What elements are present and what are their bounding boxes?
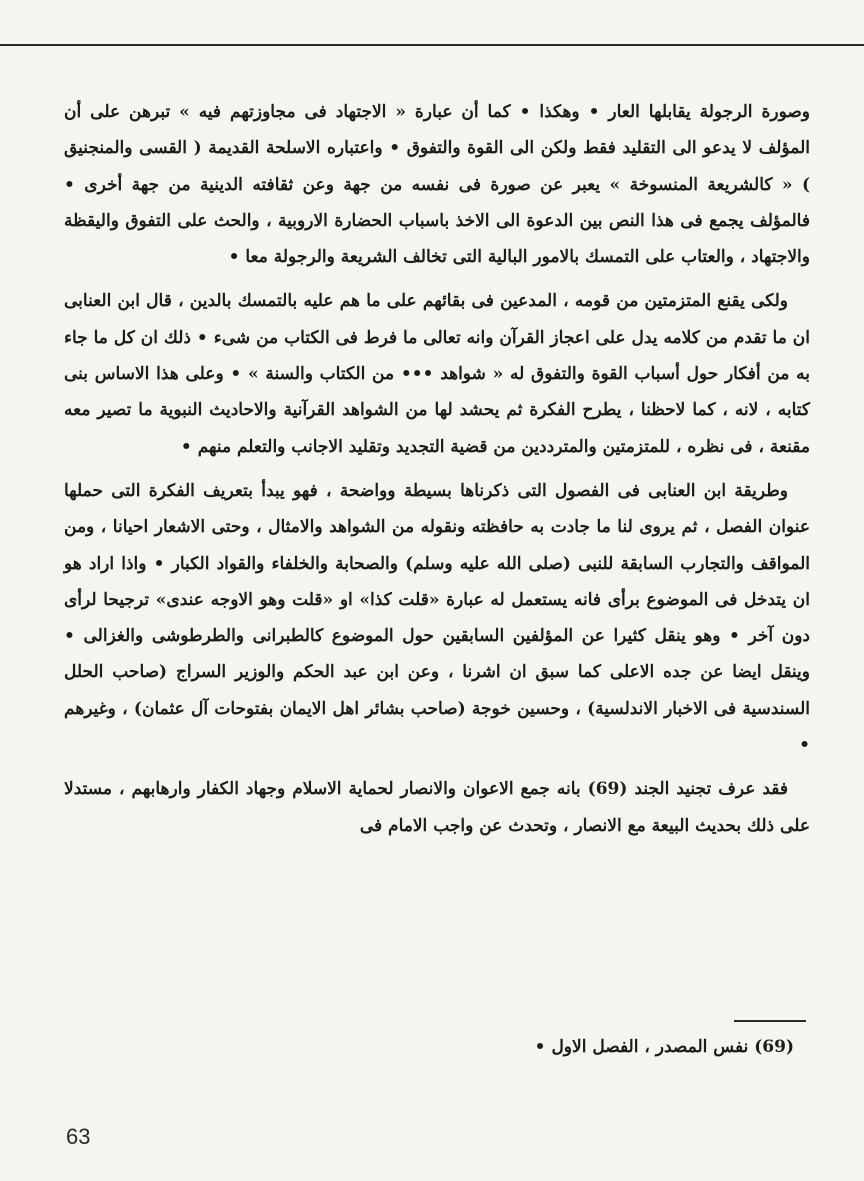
main-text (64, 94, 810, 852)
paragraph-3: وطريقة ابن العنابى فى الفصول التى ذكرناها بسيطة وواضحة ، فهو يبدأ بتعريف الفكرة التى حملها عنوان الفصل ، ثم يروى لنا ما جادت به حافظته ونقوله من الشواهد والامثال ، وحتى الاشعار احيانا ، ومن المواقف والتجارب السابقة للنبى (صلى الله عليه وسلم) والصحابة والخلفاء والقواد الكبار • واذا اراد هو ان يتدخل فى الموضوع برأى فانه يستعمل له عبارة «قلت كذا» او «قلت وهو الاوجه عندى» ترجيحا لرأى دون آخر • وهو ينقل كثيرا عن المؤلفين السابقين حول الموضوع كالطبرانى والطرطوشى والغزالى • وينقل ايضا عن جده الاعلى كما سبق ان اشرنا ، وعن ابن عبد الحكم والوزير السراج (صاحب الحلل السندسية فى الاخبار الاندلسية) ، وحسين خوجة (صاحب بشائر اهل الايمان بفتوحات آل عثمان) ، وغيرهم • (64, 480, 810, 756)
header-rule (0, 44, 864, 46)
footnote-rule (734, 1020, 806, 1022)
paragraph-2: ولكى يقنع المتزمتين من قومه ، المدعين فى بقائهم على ما هم عليه بالتمسك بالدين ، قال ابن العنابى ان ما تقدم من كلامه يدل على اعجاز القرآن وانه تعالى ما فرط فى الكتاب من شىء • ذلك ان كل ما جاء به من أفكار حول أسباب القوة والتفوق له « شواهد ••• من الكتاب والسنة » • وعلى هذا الاساس بنى كتابه ، لانه ، كما لاحظنا ، يطرح الفكرة ثم يحشد لها من الشواهد القرآنية والاحاديث النبوية ما تصير معه مقنعة ، فى نظره ، للمتزمتين والمترددين من قضية التجديد وتقليد الاجانب والتعلم منهم • (64, 291, 810, 457)
page-number: 63 (66, 1124, 91, 1149)
footnote: (69) نفس المصدر ، الفصل الاول • (534, 1037, 794, 1057)
paragraph-4: فقد عرف تجنيد الجند (69) بانه جمع الاعوان والانصار لحماية الاسلام وجهاد الكفار وارهابهم ، مستدلا على ذلك بحديث البيعة مع الانصار ، وتحدث عن واجب الامام فى (64, 779, 810, 836)
paragraph-1: وصورة الرجولة يقابلها العار • وهكذا • كما أن عبارة « الاجتهاد فى مجاوزتهم فيه » تبرهن على أن المؤلف لا يدعو الى التقليد فقط ولكن الى القوة والتفوق • واعتباره الاسلحة القديمة ( القسى والمنجنيق ) « كالشريعة المنسوخة » يعبر عن صورة فى نفسه من جهة وعن ثقافته الدينية من جهة أخرى • فالمؤلف يجمع فى هذا النص بين الدعوة الى الاخذ باسباب الحضارة الاروبية ، والحث على التفوق واليقظة والاجتهاد ، والعتاب على التمسك بالامور البالية التى تخالف الشريعة والرجولة معا • (64, 102, 810, 268)
